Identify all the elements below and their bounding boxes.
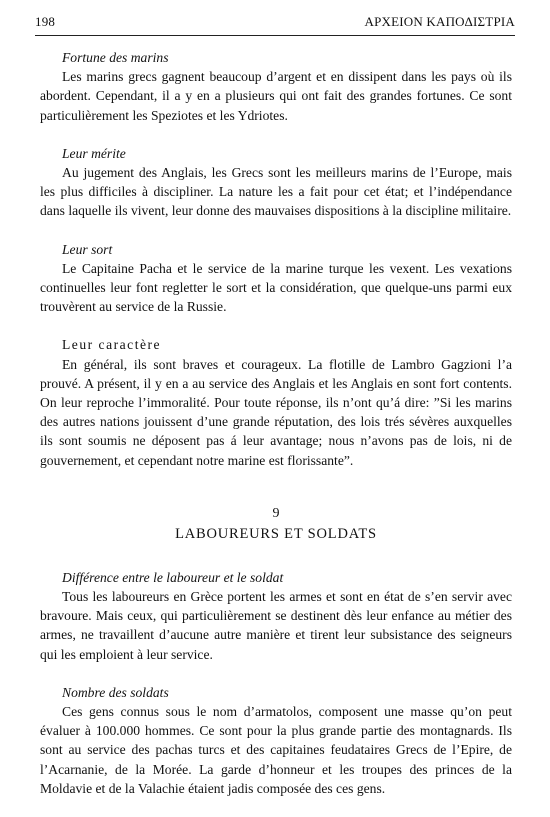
chapter-title: LABOUREURS ET SOLDATS <box>175 525 377 542</box>
section-heading: Fortune des marins <box>62 50 169 65</box>
section-heading: Nombre des soldats <box>62 684 169 700</box>
section-paragraph: Tous les laboureurs en Grèce portent les armes et sont en état de s’en servir avec bravoure. Mais ceux, qui particulièrement se destinent dès leur enfance au métier des armes, ne travaillent d’aucune autre manière et tirent leur subsistance des seigneurs qui les emploient à leur service. <box>40 589 512 662</box>
section-paragraph: En général, ils sont braves et courageux. La flotille de Lambro Gagzioni l’a prouvé. A présent, il y en a au service des Anglais et les Anglais en sont fort contents. On leur reproche l’immoralité. Pour toute réponse, ils n’ont qu’á dire: ”Si les marins des autres nations jouissent d’une grande réputation, des lois trés sévères auxquelles ils sont soumis ne déposent pas á leur avantage; nous n’avons pas de lois, ni de gouvernement, et cependant notre marine est florissante”. <box>40 356 512 468</box>
section-paragraph: Les marins grecs gagnent beaucoup d’argent et en dissipent dans les pays où ils abordent. Cependant, il a y en a plusieurs qui ont fait des grandes fortunes. Ce sont particulièrement les Speziotes et les Ydriotes. <box>40 69 512 123</box>
journal-title: ΑΡΧΕΙΟΝ ΚΑΠΟΔΙΣΤΡΙΑ <box>364 14 515 29</box>
page-number: 198 <box>35 14 56 29</box>
chapter-number: 9 <box>272 505 280 521</box>
header-rule <box>35 35 515 36</box>
section-nombre-des-soldats <box>40 683 512 798</box>
section-leur-caractere <box>40 335 512 469</box>
section-leur-sort <box>40 240 512 317</box>
section-leur-merite <box>40 144 512 221</box>
section-difference-laboureur-soldat <box>40 568 512 664</box>
section-paragraph: Au jugement des Anglais, les Grecs sont les meilleurs marins de l’Europe, mais les plus difficiles à discipliner. La nature les a fait pour cet état; et l’indépendance dans laquelle ils vivent, leur donne des mauvaises dispositions à la discipline militaire. <box>40 165 512 219</box>
chapter-heading <box>40 504 512 544</box>
running-header <box>35 14 515 32</box>
section-heading: Leur caractère <box>62 337 162 353</box>
section-fortune-des-marins <box>40 48 512 125</box>
section-paragraph: Ces gens connus sous le nom d’armatolos, composent une masse qu’on peut évaluer à 100.000 hommes. Ce sont pour la plus grande partie des montagnards. Ils sont au service des pachas turcs et des capitaines feudataires Grecs de l’Epire, de l’Acarnanie, de la Morée. La garde d’honneur et les troupes des princes de la Moldavie et de la Valachie étaient jadis composée des ces gens. <box>40 704 512 796</box>
section-paragraph: Le Capitaine Pacha et le service de la marine turque les vexent. Les vexations continuelles leur font regletter le sort et la considération, que quelque-uns parmi eux trouvèrent au service de la Russie. <box>40 260 512 315</box>
section-heading: Leur mérite <box>62 145 126 161</box>
section-heading: Leur sort <box>62 241 113 257</box>
section-heading: Différence entre le laboureur et le soldat <box>62 569 284 585</box>
page-body <box>40 48 512 817</box>
